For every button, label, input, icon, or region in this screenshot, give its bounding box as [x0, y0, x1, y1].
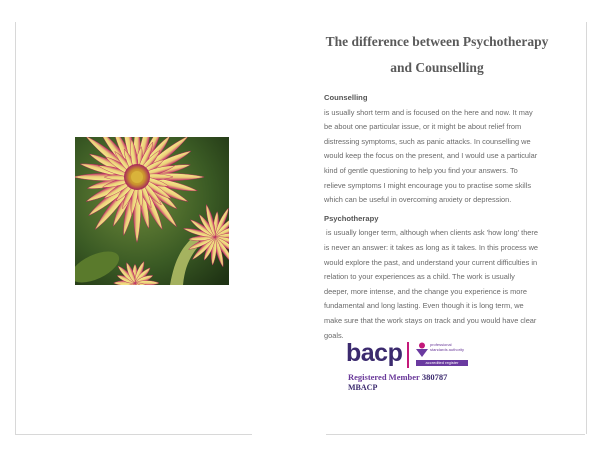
psychotherapy-line: goals.: [324, 330, 344, 340]
psychotherapy-line: fundamental and long lasting. Even though it is long term, we: [324, 301, 524, 311]
counselling-line: is usually short term and is focused on the here and now. It may: [324, 107, 533, 117]
psychotherapy-line: would explore the past, and understand your current difficulties in: [324, 257, 538, 267]
page-title-line-1: The difference between Psychotherapy: [325, 34, 549, 49]
counselling-line: relieve symptoms I might encourage you to practise some skills: [324, 180, 532, 190]
bacp-tagline: professional standards authority: [430, 342, 465, 352]
mbacp-credential: MBACP: [348, 383, 378, 392]
article-content: [324, 29, 550, 343]
psychotherapy-line: is usually longer term, although when clients ask 'how long' there: [324, 228, 538, 238]
counselling-line: would keep the focus on the present, and I would use a particular: [324, 151, 538, 161]
counselling-heading: Counselling: [324, 93, 368, 102]
counselling-paragraph: [324, 106, 550, 208]
counselling-line: which can be useful in overcoming anxiety or depression.: [324, 195, 512, 205]
accredited-person-icon: [415, 342, 429, 358]
psychotherapy-heading: Psychotherapy: [324, 213, 379, 223]
bacp-logo: bacp: [346, 339, 403, 367]
accredited-register-label: accredited register: [416, 360, 468, 366]
page-title: [324, 29, 550, 81]
psychotherapy-line: relation to your experiences as a child. The work is usually: [324, 272, 515, 282]
page-title-line-2: and Counselling: [390, 60, 484, 75]
bacp-logo-divider: [407, 342, 409, 368]
dahlia-flower-image: [75, 137, 229, 285]
psychotherapy-line: make sure that the work stays on track and you would have clear: [324, 315, 537, 325]
counselling-line: distressing symptoms, such as panic attacks. In counselling we: [324, 136, 531, 146]
counselling-line: be about one particular issue, or it might be about relief from: [324, 122, 522, 132]
psychotherapy-line: deeper, more intense, and the change you experience is more: [324, 286, 527, 296]
psychotherapy-line: is never an answer: it takes as long as it takes. In this process we: [324, 242, 539, 252]
member-number: 380787: [421, 372, 448, 382]
registered-member-line: [348, 372, 447, 382]
page-bottom-border-left: [15, 434, 252, 435]
psychotherapy-paragraph: [324, 226, 550, 343]
page-bottom-border-right: [326, 434, 585, 435]
counselling-line: kind of gentle questioning to help you find your answers. To: [324, 165, 518, 175]
registered-member-label: Registered Member: [348, 372, 422, 382]
bacp-registered-member-badge: [346, 338, 472, 396]
